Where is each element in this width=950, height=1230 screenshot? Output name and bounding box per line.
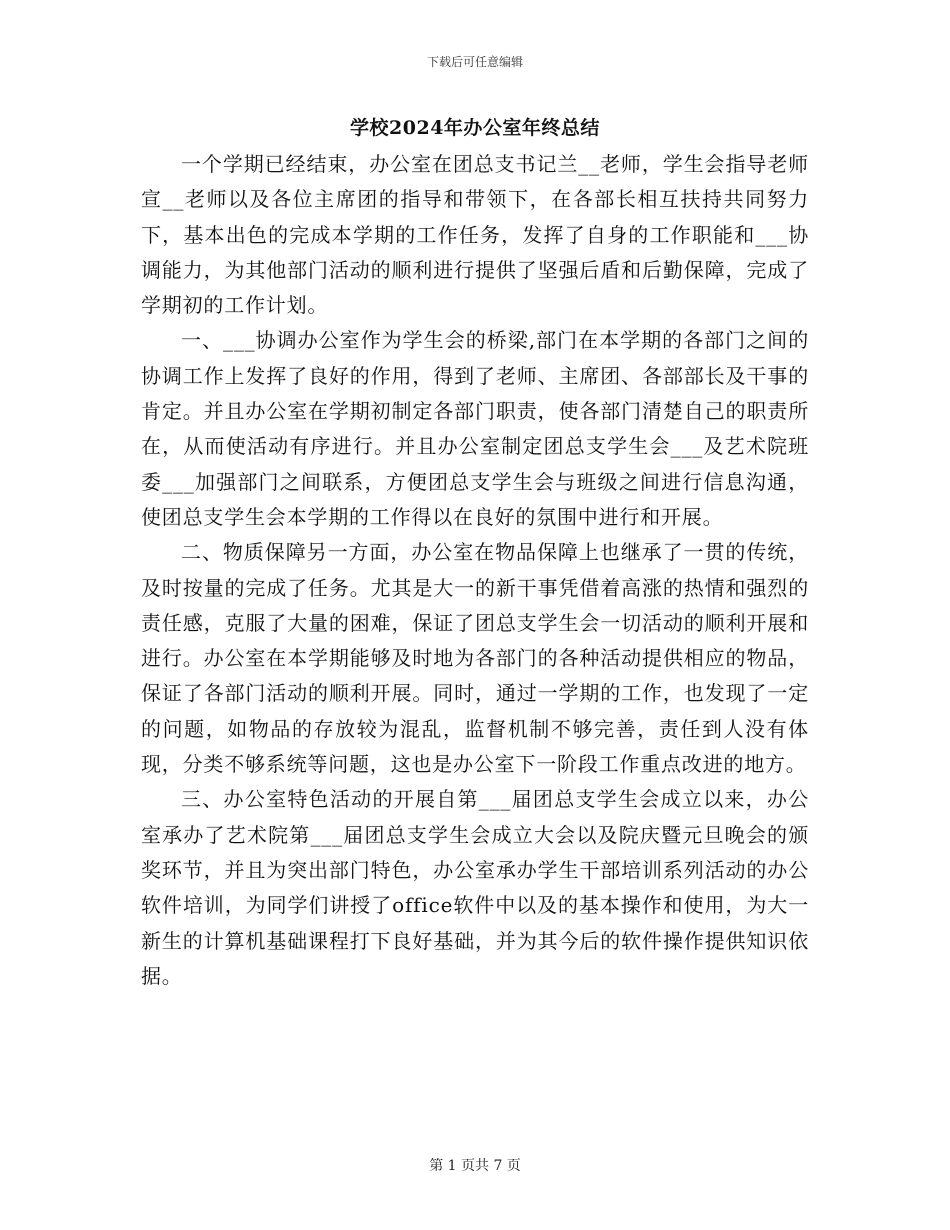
document-body bbox=[141, 147, 809, 994]
paragraph-intro: 一个学期已经结束，办公室在团总支书记兰__老师，学生会指导老师宣__老师以及各位主席团的指导和带领下，在各部长相互扶持共同努力下，基本出色的完成本学期的工作任务，发挥了自身的工作职能和___协调能力，为其他部门活动的顺利进行提供了坚强后盾和后勤保障，完成了学期初的工作计划。 bbox=[141, 152, 809, 318]
page-header-note: 下载后可任意编辑 bbox=[426, 55, 523, 69]
paragraph-material-support: 二、物质保障另一方面，办公室在物品保障上也继承了一贯的传统，及时按量的完成了任务。尤其是大一的新干事凭借着高涨的热情和强烈的责任感，克服了大量的困难，保证了团总支学生会一切活动的顺利开展和进行。办公室在本学期能够及时地为各部门的各种活动提供相应的物品，保证了各部门活动的顺利开展。同时，通过一学期的工作，也发现了一定的问题，如物品的存放较为混乱，监督机制不够完善，责任到人没有体现，分类不够系统等问题，这也是办公室下一阶段工作重点改进的地方。 bbox=[141, 540, 809, 777]
paragraph-special-activities: 三、办公室特色活动的开展自第___届团总支学生会成立以来，办公室承办了艺术院第___届团总支学生会成立大会以及院庆暨元旦晚会的颁奖环节，并且为突出部门特色，办公室承办学生干部培训系列活动的办公软件培训，为同学们讲授了office软件中以及的基本操作和使用，为大一新生的计算机基础课程打下良好基础，并为其今后的软件操作提供知识依据。 bbox=[141, 787, 809, 988]
paragraph-coordination: 一、___协调办公室作为学生会的桥梁,部门在本学期的各部门之间的协调工作上发挥了良好的作用，得到了老师、主席团、各部部长及干事的肯定。并且办公室在学期初制定各部门职责，使各部门清楚自己的职责所在，从而使活动有序进行。并且办公室制定团总支学生会___及艺术院班委___加强部门之间联系，方便团总支学生会与班级之间进行信息沟通，使团总支学生会本学期的工作得以在良好的氛围中进行和开展。 bbox=[141, 328, 809, 529]
document-title: 学校2024年办公室年终总结 bbox=[350, 117, 600, 139]
page-number: 第 1 页共 7 页 bbox=[429, 1158, 521, 1174]
